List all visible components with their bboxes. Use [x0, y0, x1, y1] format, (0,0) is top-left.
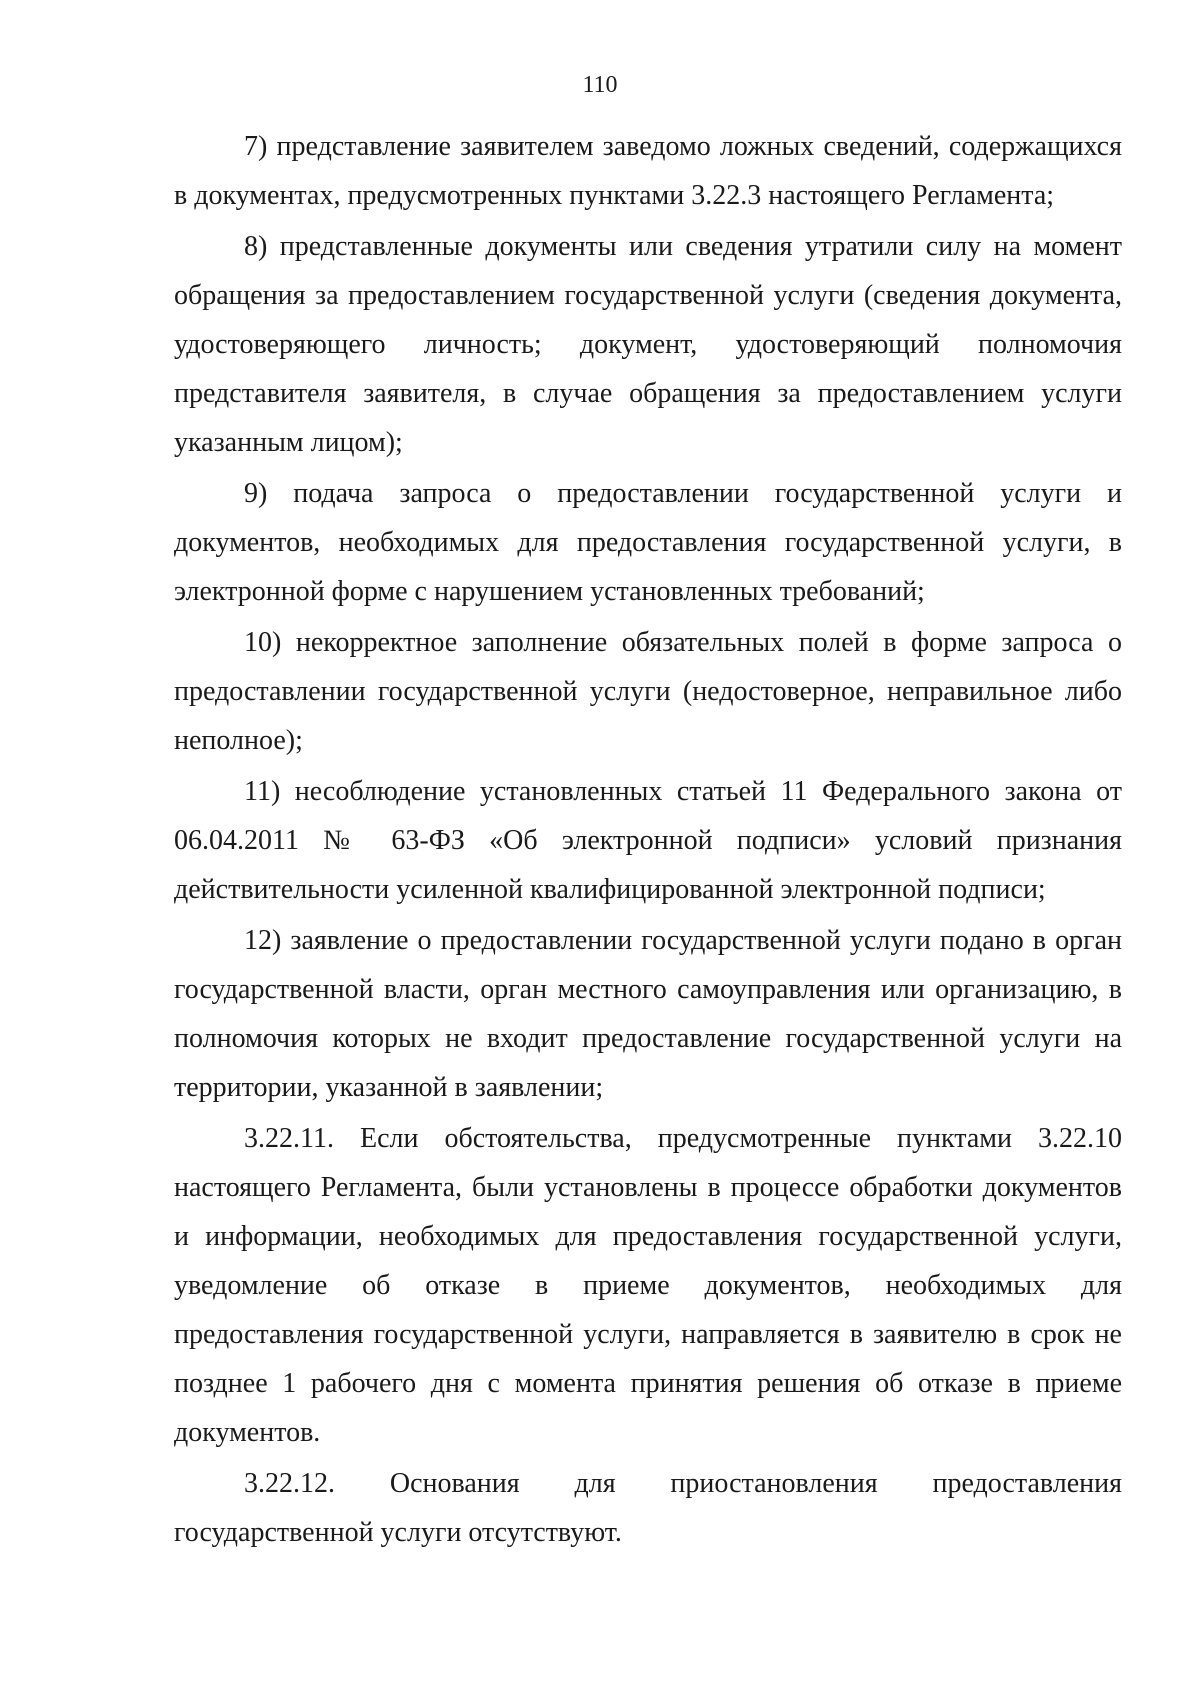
paragraph-item-9: 9) подача запроса о предоставлении государственной услуги и документов, необходимых для предоставления государственной услуги, в электронной форме с нарушением установленных требований;: [174, 478, 1122, 607]
paragraph-item-8: 8) представленные документы или сведения утратили силу на момент обращения за предоставлением государственной услуги (сведения документа, удостоверяющего личность; документ, удостоверяющий полномочия представителя заявителя, в случае обращения за предоставлением услуги указанным лицом);: [174, 231, 1122, 458]
paragraph-section-3-22-11: 3.22.11. Если обстоятельства, предусмотренные пунктами 3.22.10 настоящего Регламента, были установлены в процессе обработки документов и информации, необходимых для предоставления государственной услуги, уведомление об отказе в приеме документов, необходимых для предоставления государственной услуги, направляется в заявителю в срок не позднее 1 рабочего дня с момента принятия решения об отказе в приеме документов.: [174, 1123, 1122, 1448]
paragraph-item-11: 11) несоблюдение установленных статьей 11 Федерального закона от 06.04.2011 № 63-ФЗ «Об электронной подписи» условий признания действительности усиленной квалифицированной электронной подписи;: [174, 776, 1122, 905]
document-body: [174, 122, 1122, 1559]
page-number: 110: [582, 72, 618, 98]
paragraph-section-3-22-12: 3.22.12. Основания для приостановления предоставления государственной услуги отсутствуют.: [174, 1468, 1122, 1548]
paragraph-item-7: 7) представление заявителем заведомо ложных сведений, содержащихся в документах, предусмотренных пунктами 3.22.3 настоящего Регламента;: [174, 131, 1122, 211]
paragraph-item-10: 10) некорректное заполнение обязательных полей в форме запроса о предоставлении государственной услуги (недостоверное, неправильное либо неполное);: [174, 627, 1122, 756]
paragraph-item-12: 12) заявление о предоставлении государственной услуги подано в орган государственной власти, орган местного самоуправления или организацию, в полномочия которых не входит предоставление государственной услуги на территории, указанной в заявлении;: [174, 925, 1122, 1103]
